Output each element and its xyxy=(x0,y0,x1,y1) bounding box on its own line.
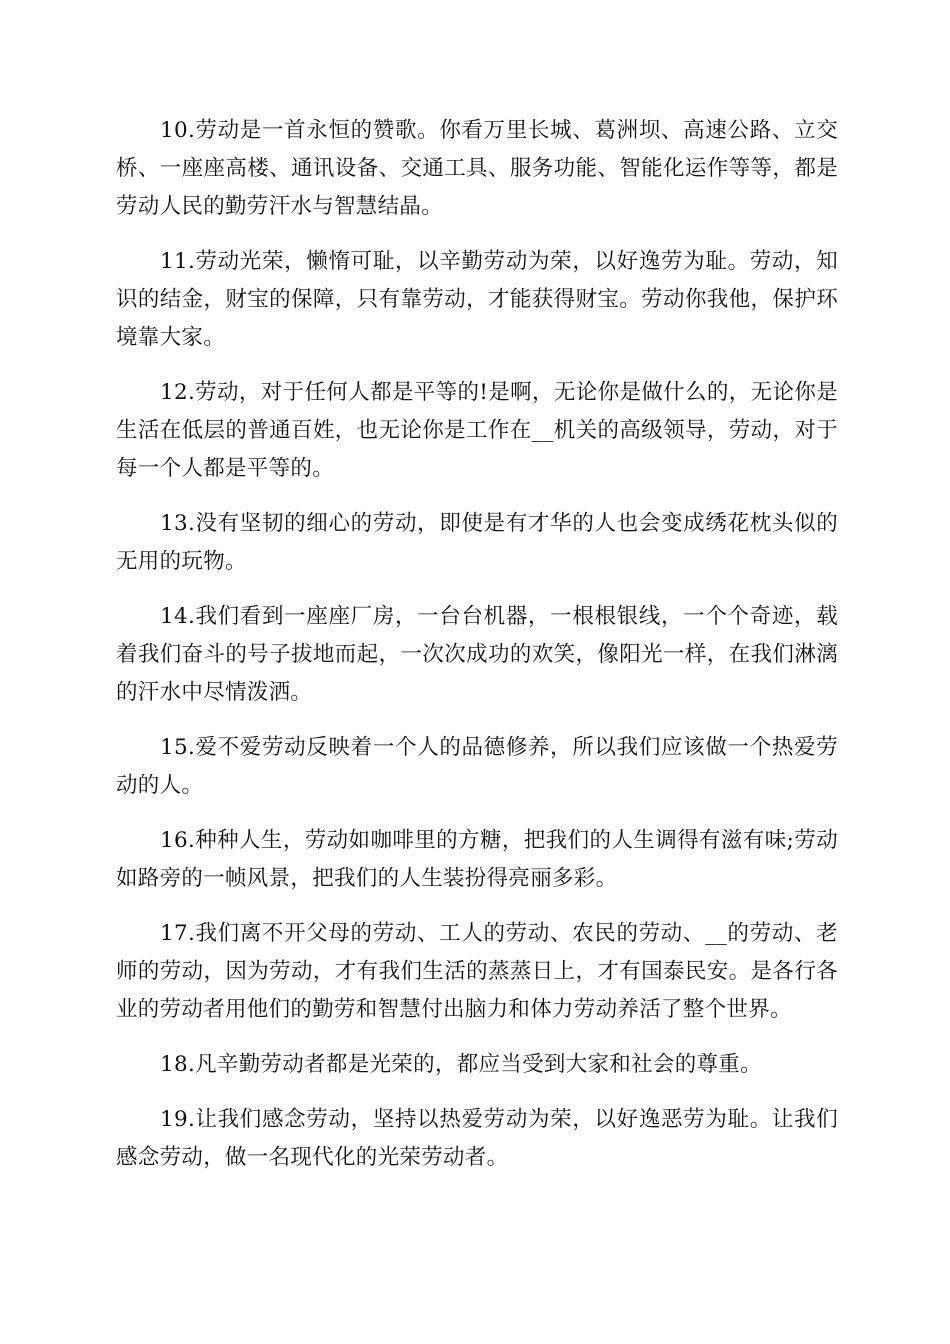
paragraph-17: 17.我们离不开父母的劳动、工人的劳动、农民的劳动、__的劳动、老师的劳动，因为劳动，才有我们生活的蒸蒸日上，才有国泰民安。是各行各业的劳动者用他们的勤劳和智慧付出脑力和体力劳动养活了整个世界。 xyxy=(116,921,838,1022)
paragraph-13: 13.没有坚韧的细心的劳动，即使是有才华的人也会变成绣花枕头似的无用的玩物。 xyxy=(116,511,838,574)
paragraph-10: 10.劳动是一首永恒的赞歌。你看万里长城、葛洲坝、高速公路、立交桥、一座座高楼、通讯设备、交通工具、服务功能、智能化运作等等，都是劳动人民的勤劳汗水与智慧结晶。 xyxy=(116,118,838,219)
paragraph-16: 16.种种人生，劳动如咖啡里的方糖，把我们的人生调得有滋有味;劳动如路旁的一帧风景，把我们的人生装扮得亮丽多彩。 xyxy=(116,828,838,891)
paragraph-12: 12.劳动，对于任何人都是平等的!是啊，无论你是做什么的，无论你是生活在低层的普通百姓，也无论你是工作在__机关的高级领导，劳动，对于每一个人都是平等的。 xyxy=(116,380,838,481)
paragraph-15: 15.爱不爱劳动反映着一个人的品德修养，所以我们应该做一个热爱劳动的人。 xyxy=(116,735,838,798)
paragraph-11: 11.劳动光荣，懒惰可耻，以辛勤劳动为荣，以好逸劳为耻。劳动，知识的结金，财宝的保障，只有靠劳动，才能获得财宝。劳动你我他，保护环境靠大家。 xyxy=(116,249,838,350)
paragraph-18: 18.凡辛勤劳动者都是光荣的，都应当受到大家和社会的尊重。 xyxy=(160,1052,762,1077)
paragraph-19: 19.让我们感念劳动，坚持以热爱劳动为荣，以好逸恶劳为耻。让我们感念劳动，做一名现代化的光荣劳动者。 xyxy=(116,1107,838,1170)
paragraph-14: 14.我们看到一座座厂房，一台台机器，一根根银线，一个个奇迹，载着我们奋斗的号子拔地而起，一次次成功的欢笑，像阳光一样，在我们淋漓的汗水中尽情泼洒。 xyxy=(116,604,838,705)
document-page xyxy=(116,112,838,1194)
